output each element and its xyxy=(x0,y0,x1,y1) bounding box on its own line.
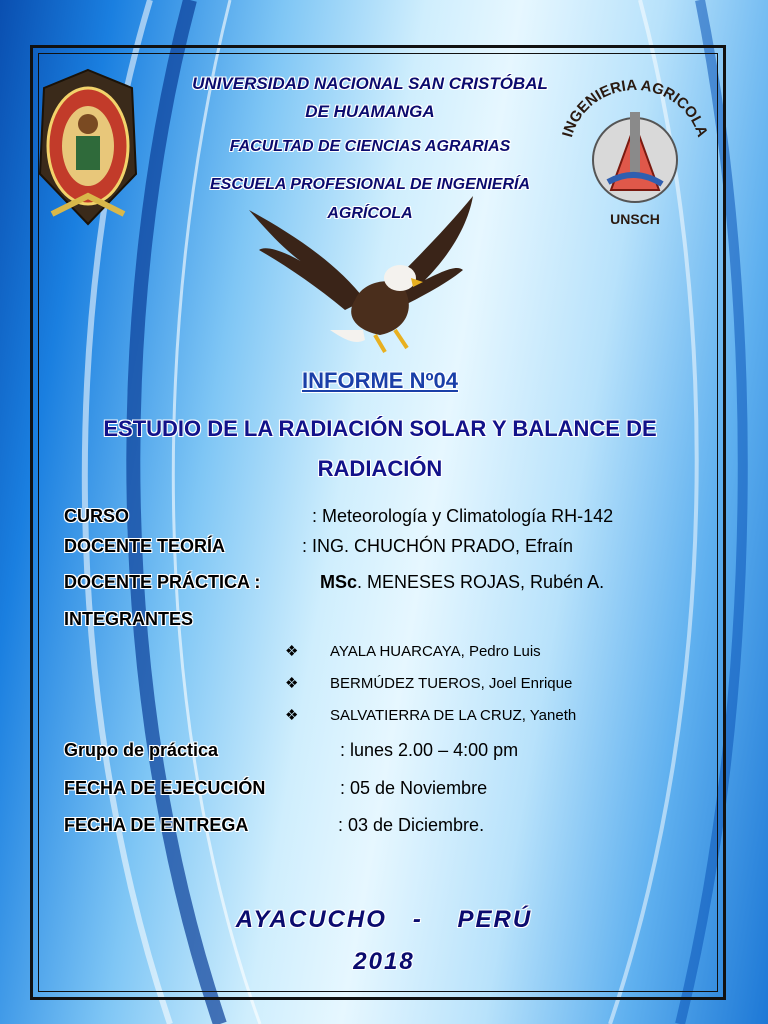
faculty-name: FACULTAD DE CIENCIAS AGRARIAS xyxy=(229,138,511,155)
member-name: , Joel Enrique xyxy=(480,675,573,692)
school-name-line1: ESCUELA PROFESIONAL DE INGENIERÍA xyxy=(209,176,531,193)
curso-value: : Meteorología y Climatología RH-142 xyxy=(312,506,614,526)
fecha-ejecucion-value: : 05 de Noviembre xyxy=(340,778,488,798)
list-item xyxy=(285,706,576,724)
university-seal-icon xyxy=(32,64,144,232)
diamond-bullet-icon: ❖ xyxy=(285,643,299,660)
docente-practica-value xyxy=(320,572,604,593)
docente-practica-name: . MENESES ROJAS, Rubén A. xyxy=(357,572,605,592)
member-name: , Yaneth xyxy=(521,707,577,724)
fecha-entrega-value: : 03 de Diciembre. xyxy=(338,815,485,835)
list-item xyxy=(285,674,572,692)
grupo-label: Grupo de práctica xyxy=(64,740,219,760)
docente-teoria-label: DOCENTE TEORÍA xyxy=(64,536,226,556)
member-surname: AYALA HUARCAYA xyxy=(330,643,461,660)
diamond-bullet-icon: ❖ xyxy=(285,675,299,692)
docente-practica-label: DOCENTE PRÁCTICA : xyxy=(64,572,261,592)
school-name-line2: AGRÍCOLA xyxy=(327,205,413,222)
integrantes-label: INTEGRANTES xyxy=(64,609,194,629)
university-name-line2: DE HUAMANGA xyxy=(305,102,435,121)
fecha-entrega-label: FECHA DE ENTREGA xyxy=(64,815,249,835)
list-item xyxy=(285,642,541,660)
footer-year: 2018 xyxy=(353,948,415,975)
member-surname: SALVATIERRA DE LA CRUZ xyxy=(330,707,522,724)
curso-label: CURSO xyxy=(64,506,130,526)
fecha-ejecucion-label: FECHA DE EJECUCIÓN xyxy=(64,778,266,798)
svg-text:UNSCH: UNSCH xyxy=(610,211,660,227)
grupo-value: : lunes 2.00 – 4:00 pm xyxy=(340,740,519,760)
member-surname: BERMÚDEZ TUEROS xyxy=(330,675,481,692)
report-title-line2: RADIACIÓN xyxy=(317,456,443,481)
docente-teoria-value: : ING. CHUCHÓN PRADO, Efraín xyxy=(302,536,574,556)
university-name-line1: UNIVERSIDAD NACIONAL SAN CRISTÓBAL xyxy=(192,74,548,93)
report-title-line1: ESTUDIO DE LA RADIACIÓN SOLAR Y BALANCE DE xyxy=(103,416,657,441)
docente-practica-prefix: MSc xyxy=(320,572,358,592)
member-name: , Pedro Luis xyxy=(460,643,541,660)
diamond-bullet-icon: ❖ xyxy=(285,707,299,724)
footer-place: AYACUCHO - PERÚ xyxy=(235,906,533,933)
report-number: INFORME Nº04 xyxy=(302,368,458,393)
svg-text:INGENIERIA AGRICOLA: INGENIERIA AGRICOLA xyxy=(559,76,711,140)
